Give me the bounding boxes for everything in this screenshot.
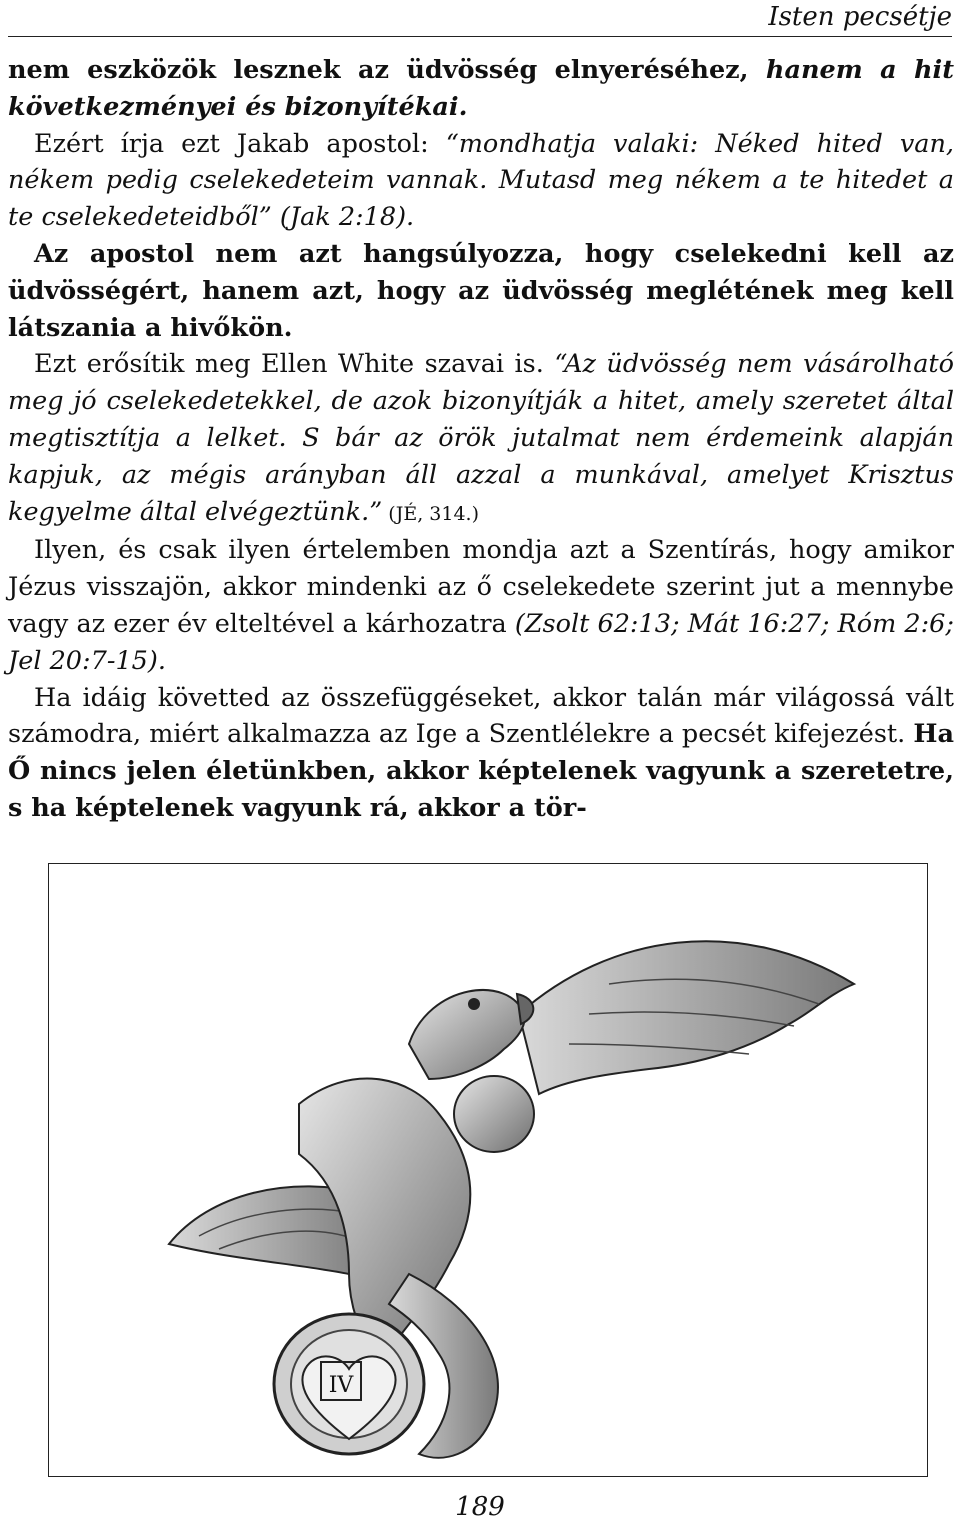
p5-plain: Ilyen, és csak ilyen értelemben mondja azt a Szentírás, hogy amikor Jézus visszajön, akkor mindenki az ő cselekedete szerint jut a mennybe vagy az ezer év elteltével a kárhozatra [8, 535, 954, 639]
p2-plain: Ezért írja ezt Jakab apostol: [34, 128, 446, 159]
page-number: 189 [455, 1492, 505, 1522]
p1-bold: nem eszközök lesznek az üdvösség elnyeréséhez, [8, 55, 766, 85]
p1-bold-italic: hanem a hit következményei és bizonyítékai. [8, 55, 954, 122]
p3-bold: Az apostol nem azt hangsúlyozza, hogy cselekedni kell az üdvösségért, hanem azt, hogy az üdvösség meglétének meg kell látszania a hivőkön. [8, 238, 954, 343]
paragraph-6 [8, 680, 954, 827]
p6-bold: Ha Ő nincs jelen életünkben, akkor képtelenek vagyunk a szeretetre, s ha képtelenek vagyunk rá, akkor a tör- [8, 719, 954, 823]
p4-reference: (JÉ, 314.) [382, 502, 479, 525]
p4-plain: Ezt erősítik meg Ellen White szavai is. [34, 349, 555, 380]
page-header [0, 0, 960, 36]
paragraph-1 [8, 52, 954, 126]
p2-quote: “mondhatja valaki: Néked hited van, nékem pedig cselekedeteim vannak. Mutasd meg nékem a te hitedet a te cselekedeteidből” (Jak 2:18). [8, 128, 954, 233]
p6-plain: Ha idáig követted az összefüggéseket, akkor talán már világossá vált számodra, miért alkalmazza az Ige a Szentlélekre a pecsét kifejezést. [8, 682, 954, 750]
running-title: Isten pecsétje [768, 2, 952, 32]
p4-quote: “Az üdvösség nem vásárolható meg jó cselekedetekkel, de azok bizonyítják a hitet, amely szeretet által megtisztítja a lelket. S bár az örök jutalmat nem érdemeink alapján kapjuk, az mégis arányban áll azzal a munkával, amelyet Krisztus kegyelme által elvégeztünk.” [8, 349, 954, 527]
paragraph-2 [8, 126, 954, 236]
body-text [8, 52, 954, 827]
dove-breast [454, 1076, 534, 1152]
paragraph-3 [8, 236, 954, 346]
paragraph-4 [8, 346, 954, 532]
header-rule [8, 36, 952, 37]
dove-head [409, 990, 525, 1079]
dove-drawing [49, 864, 926, 1475]
p5-references: (Zsolt 62:13; Mát 16:27; Róm 2:6; Jel 20:7-15). [8, 608, 954, 676]
paragraph-5 [8, 532, 954, 679]
upper-wing [519, 941, 854, 1094]
dove-seal-illustration [48, 863, 928, 1477]
seal-text: IV [328, 1373, 354, 1398]
